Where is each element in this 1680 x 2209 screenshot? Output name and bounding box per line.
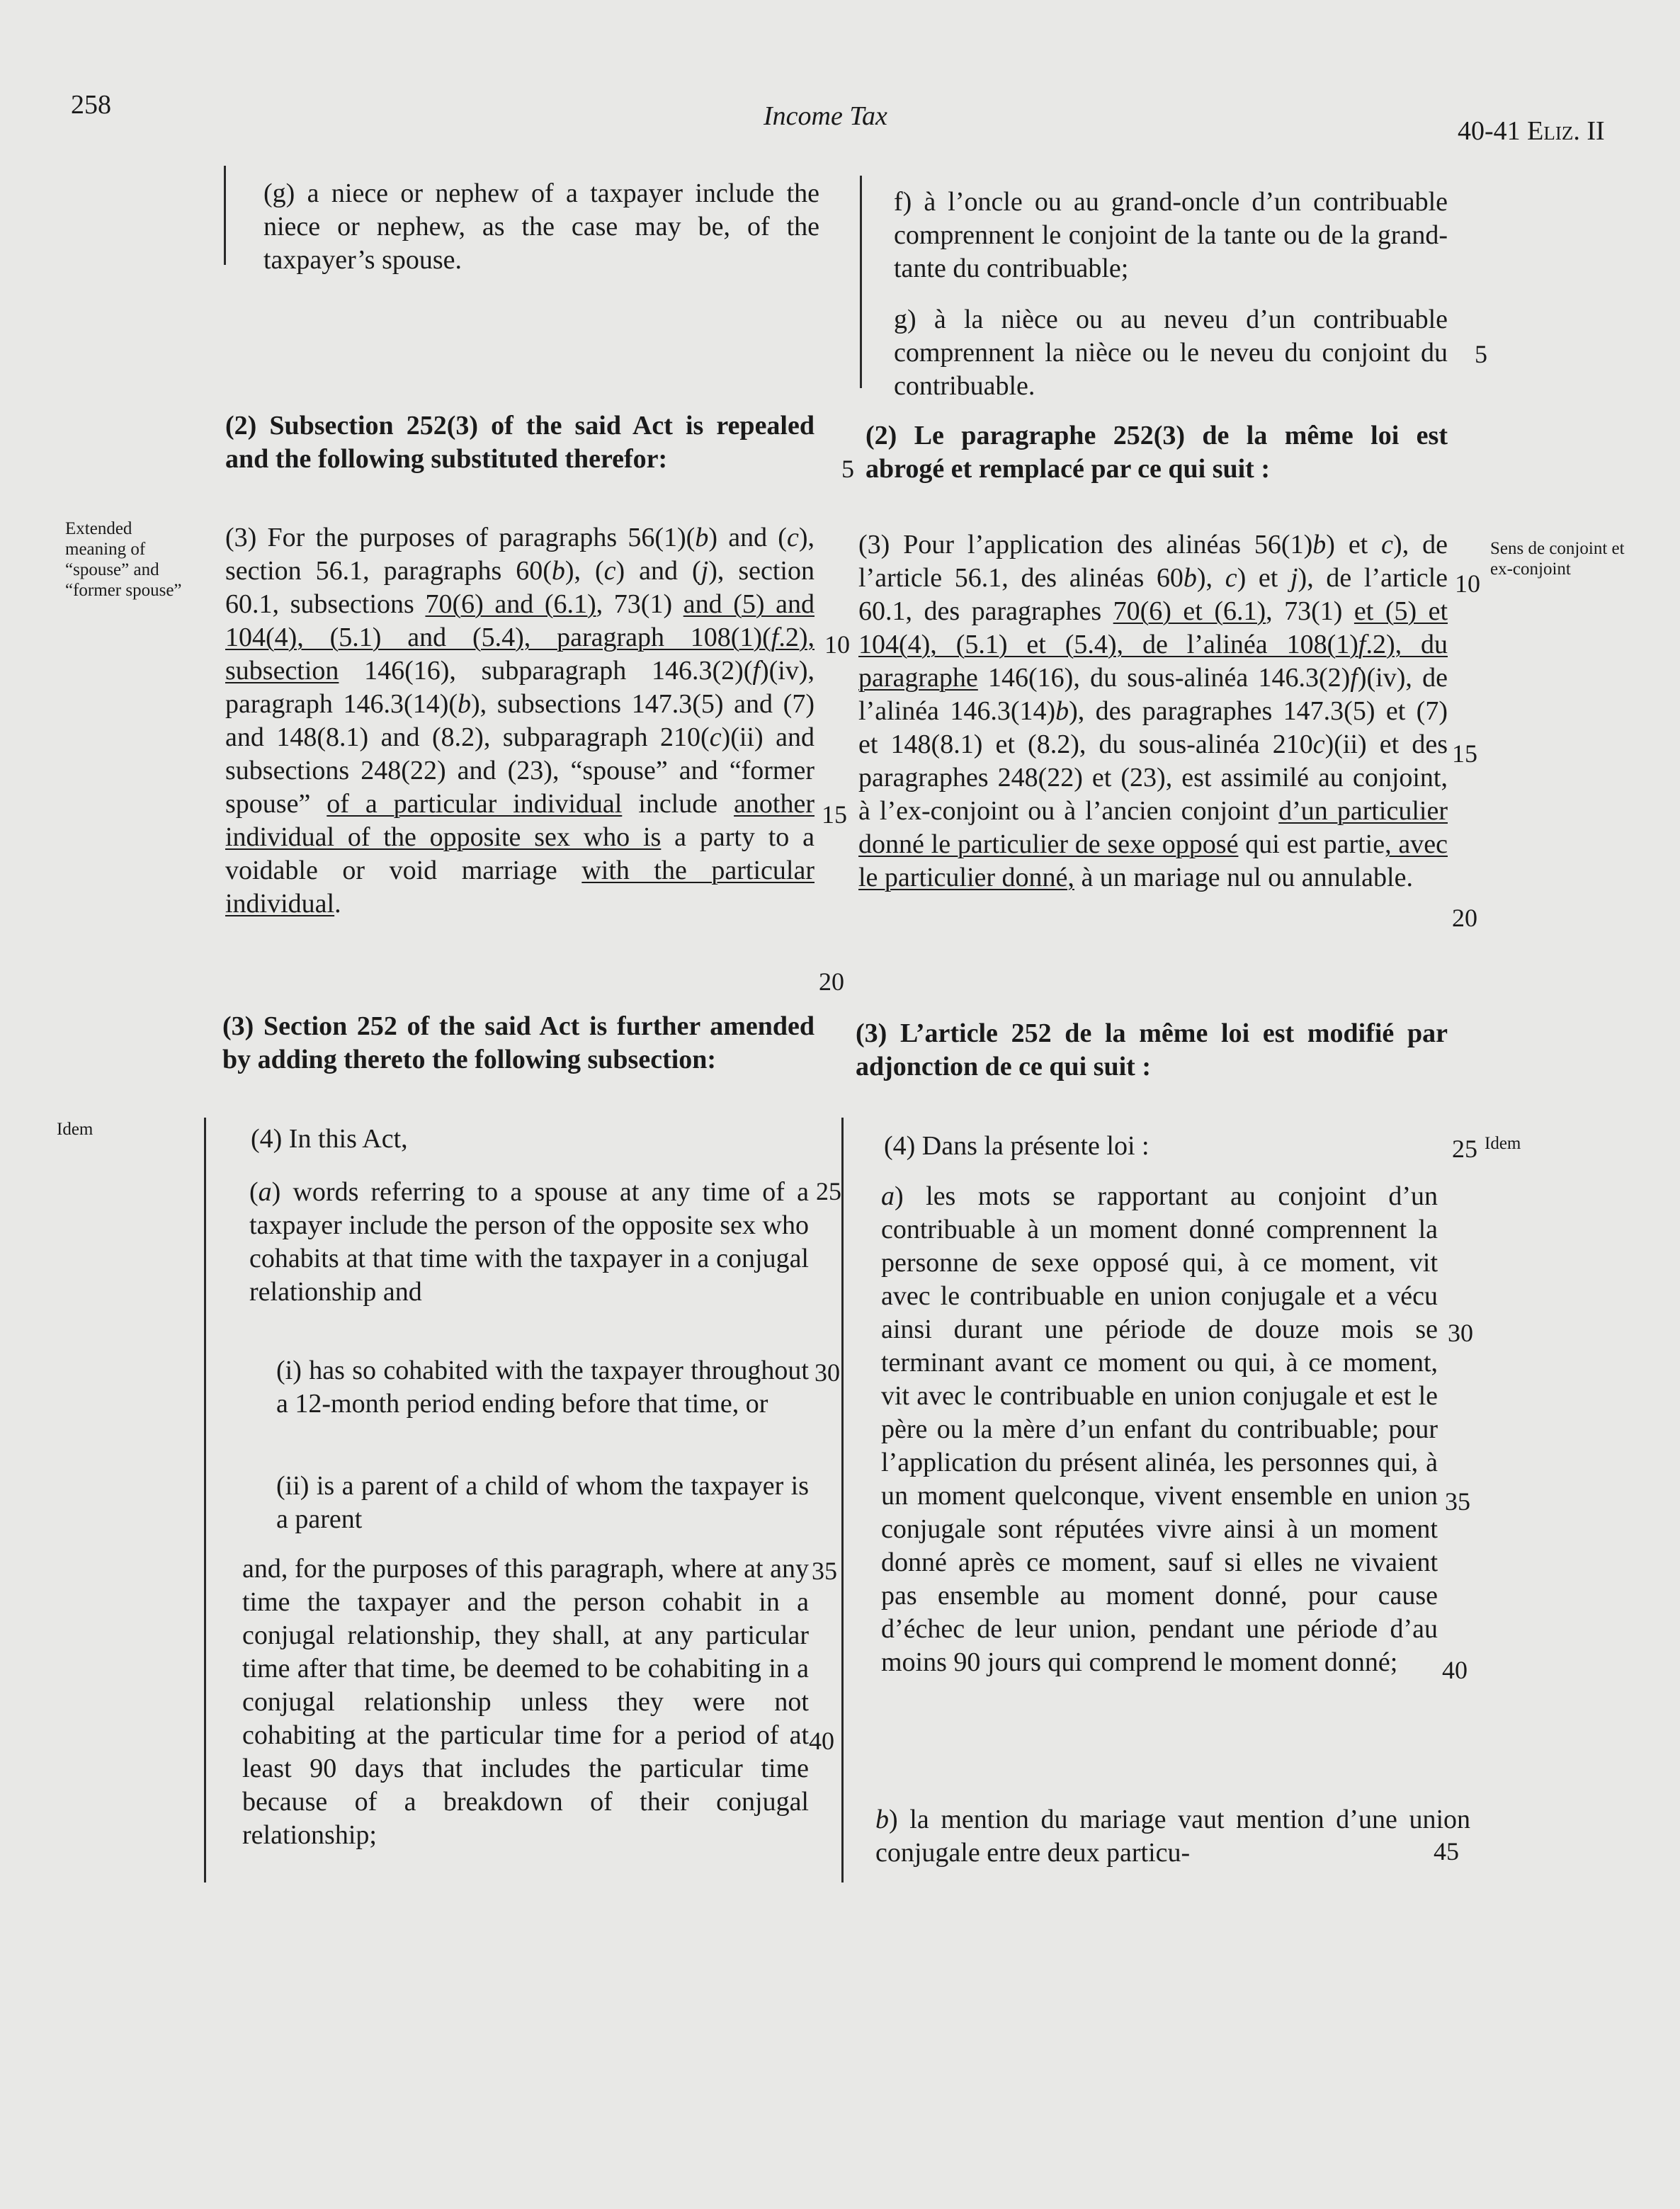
line-number: 25 (1452, 1135, 1477, 1163)
margin-note-sens-de: Sens de conjoint et ex-conjoint (1490, 539, 1625, 579)
fr-para-a: a) les mots se rapportant au conjoint d’un contribuable à un moment donné comprennent la personne de sexe opposé qui, à ce moment, vit avec le contribuable en union conjugale et a vécu ainsi durant une période de douze mois se terminant avant ce moment ou qui, à ce moment, vit avec le contribuable en union conjugale et est le père ou la mère d’un enfant du contribuable; pour l’application du présent alinéa, les personnes qui, à un moment quelconque, vivent ensemble en union conjugale sont réputées vivre ainsi à un moment donné après ce moment, sauf si elles ne vivaient pas ensemble au moment donné, pour cause d’échec de leur union, pendant une période d’au moins 90 jours qui comprend le moment donné; (881, 1181, 1438, 1677)
fr-amendment-2: (2) Le paragraphe 252(3) de la même loi est abrogé et remplacé par ce qui suit : (865, 421, 1448, 484)
change-bar-en-bottom (204, 1118, 206, 1883)
margin-note-idem-right: Idem (1485, 1134, 1521, 1153)
margin-note-idem-left: Idem (57, 1120, 93, 1139)
line-number: 35 (1445, 1487, 1470, 1516)
fr-para-g: g) à la nièce ou au neveu d’un contribuable comprennent la nièce ou le neveu du conjoint du contribuable. (894, 305, 1448, 401)
line-number: 30 (815, 1358, 840, 1387)
en-closing-para: and, for the purposes of this paragraph, where at any time the taxpayer and the person cohabit in a conjugal relationship, they shall, at any particular time after that time, be deemed to be cohabiting in a conjugal relationship unless they were not cohabiting at the particular time for a period of at least 90 days that includes the particular time because of a breakdown of their conjugal relationship; (242, 1554, 809, 1850)
en-para-a: (a) words referring to a spouse at any time of a taxpayer include the person of the opposite sex who cohabits at that time with the taxpayer in a conjugal relationship and (249, 1177, 809, 1307)
change-bar-fr-bottom (841, 1118, 844, 1883)
line-number: 10 (1455, 569, 1480, 598)
en-subsection-4: (4) In this Act, (251, 1124, 408, 1154)
line-number: 20 (1452, 904, 1477, 932)
en-amendment-2: (2) Subsection 252(3) of the said Act is repealed and the following substituted therefor: (225, 411, 815, 474)
en-amendment-3: (3) Section 252 of the said Act is further amended by adding thereto the following subsection: (222, 1011, 815, 1074)
margin-note-extended-meaning: Extended meaning of “spouse” and “former spouse” (65, 519, 182, 600)
fr-subsection-4: (4) Dans la présente loi : (884, 1131, 1150, 1161)
line-number: 35 (812, 1557, 837, 1585)
fr-para-b: b) la mention du mariage vaut mention d’une union conjugale entre deux particu- (875, 1805, 1470, 1868)
line-number: 40 (809, 1727, 834, 1755)
line-number: 15 (1452, 739, 1477, 768)
en-subparagraph-ii: (ii) is a parent of a child of whom the taxpayer is a parent (276, 1471, 809, 1534)
fr-subsection-3: (3) Pour l’application des alinéas 56(1)b) et c), de l’article 56.1, des alinéas 60b), c) et j), de l’article 60.1, des paragraphes 70(6) et (6.1), 73(1) et (5) et 104(4), (5.1) et (5.4), de l’alinéa 108(1)f.2), du paragraphe 146(16), du sous-alinéa 146.3(2)f)(iv), de l’alinéa 146.3(14)b), des paragraphes 147.3(5) et (7) et 148(8.1) et (8.2), du sous-alinéa 210c)(ii) et des paragraphes 248(22) et (23), est assimilé au conjoint, à l’ex-conjoint ou à l’ancien conjoint d’un particulier donné le particulier de sexe opposé qui est partie, avec le particulier donné, à un mariage nul ou annulable. (858, 530, 1448, 892)
line-number: 20 (819, 967, 844, 996)
en-para-g: (g) a niece or nephew of a taxpayer include the niece or nephew, as the case may be, of the taxpayer’s spouse. (263, 178, 819, 275)
line-number: 15 (822, 800, 847, 829)
change-bar-fr-top (860, 176, 862, 388)
running-title: Income Tax (764, 101, 887, 131)
line-number: 45 (1434, 1837, 1459, 1866)
line-number: 5 (1475, 340, 1487, 368)
line-number: 30 (1448, 1319, 1473, 1347)
line-number: 40 (1442, 1656, 1468, 1684)
en-subparagraph-i: (i) has so cohabited with the taxpayer throughout a 12-month period ending before that time, or (276, 1356, 809, 1419)
en-subsection-3: (3) For the purposes of paragraphs 56(1)(b) and (c), section 56.1, paragraphs 60(b), (c) and (j), section 60.1, subsections 70(6) and (6.1), 73(1) and (5) and 104(4), (5.1) and (5.4), paragraph 108(1)(f.2), subsection 146(16), subparagraph 146.3(2)(f)(iv), paragraph 146.3(14)(b), subsections 147.3(5) and (7) and 148(8.1) and (8.2), subparagraph 210(c)(ii) and subsections 248(22) and (23), “spouse” and “former spouse” of a particular individual include another individual of the opposite sex who is a party to a voidable or void marriage with the particular individual. (225, 523, 815, 919)
line-number: 5 (841, 455, 854, 483)
line-number: 10 (824, 630, 850, 659)
statute-reference: 40-41 Eliz. II (1458, 116, 1605, 146)
change-bar-en-top (224, 166, 226, 265)
fr-para-f: f) à l’oncle ou au grand-oncle d’un contribuable comprennent le conjoint de la tante ou de la grand-tante du contribuable; (894, 187, 1448, 283)
page-number: 258 (71, 90, 111, 120)
fr-amendment-3: (3) L’article 252 de la même loi est modifié par adjonction de ce qui suit : (856, 1018, 1448, 1081)
line-number: 25 (816, 1177, 841, 1205)
